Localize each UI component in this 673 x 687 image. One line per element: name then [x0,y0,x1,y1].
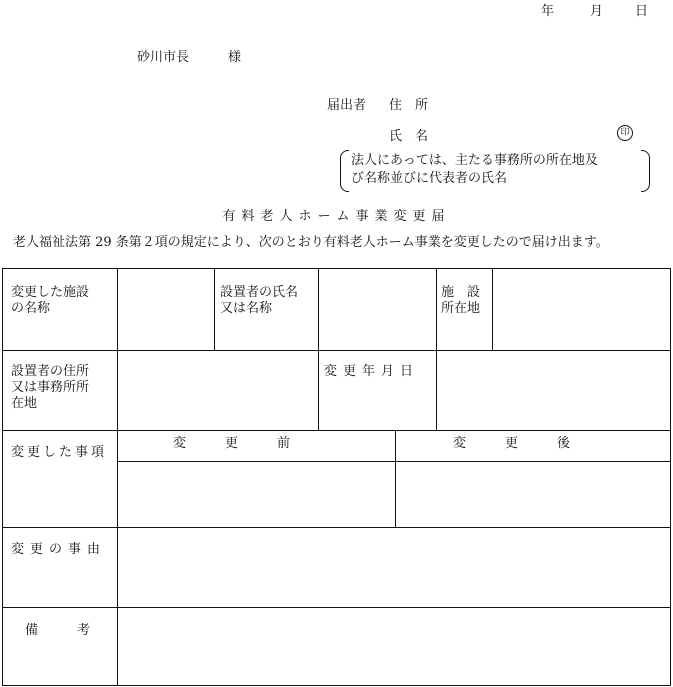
row-divider-before-after [117,461,670,462]
col-divider-r1-c [436,269,437,430]
body-text: 老人福祉法第 29 条第２項の規定により、次のとおり有料老人ホーム事業を変更したので届け出ます。 [13,235,609,250]
applicant-address-label: 住 所 [389,98,429,113]
date-month-label: 月 [590,4,604,19]
seal-mark: 印 [617,125,633,141]
change-date-label: 変更年月日 [324,364,420,379]
facility-location-label-l2: 所在地 [441,301,481,316]
operator-name-label-l2: 又は名称 [220,301,273,316]
facility-name-label-l1: 変更した施設 [11,285,90,300]
operator-address-label-l3: 在地 [11,396,38,411]
col-divider-r1-d [492,269,493,350]
col-divider-before-after [395,430,396,527]
form-table [2,268,671,686]
applicant-label: 届出者 [327,98,367,113]
corporate-note-line2: び名称並びに代表者の氏名 [351,171,508,186]
row-divider-1 [3,350,670,351]
addressee-name: 砂川市長 [137,50,190,65]
date-year-label: 年 [541,4,555,19]
facility-name-label-l2: の名称 [11,301,51,316]
operator-address-label-l2: 又は事務所所 [11,380,90,395]
col-divider-label [117,269,118,685]
row-divider-3 [3,527,670,528]
corporate-note-line1: 法人にあっては、主たる事務所の所在地及 [351,153,598,168]
date-day-label: 日 [635,4,649,19]
col-divider-r1-a [214,269,215,350]
applicant-name-label: 氏 名 [389,129,429,144]
after-header: 変 更 後 [453,436,571,451]
bracket-right [641,150,650,192]
facility-location-label-l1: 施 設 [441,285,481,300]
corporate-note-bracket [340,150,650,192]
bracket-left [340,150,349,192]
document-title: 有料老人ホーム事業変更届 [222,209,451,224]
row-divider-4 [3,607,670,608]
change-reason-label: 変更の事由 [11,542,107,557]
remarks-label: 備 考 [25,623,91,638]
addressee-honorific: 様 [228,50,242,65]
before-header: 変 更 前 [173,436,291,451]
row-divider-2 [3,430,670,431]
col-divider-r1-b [318,269,319,430]
operator-name-label-l1: 設置者の氏名 [220,285,299,300]
changed-items-label: 変更した事項 [11,445,108,460]
operator-address-label-l1: 設置者の住所 [11,364,90,379]
